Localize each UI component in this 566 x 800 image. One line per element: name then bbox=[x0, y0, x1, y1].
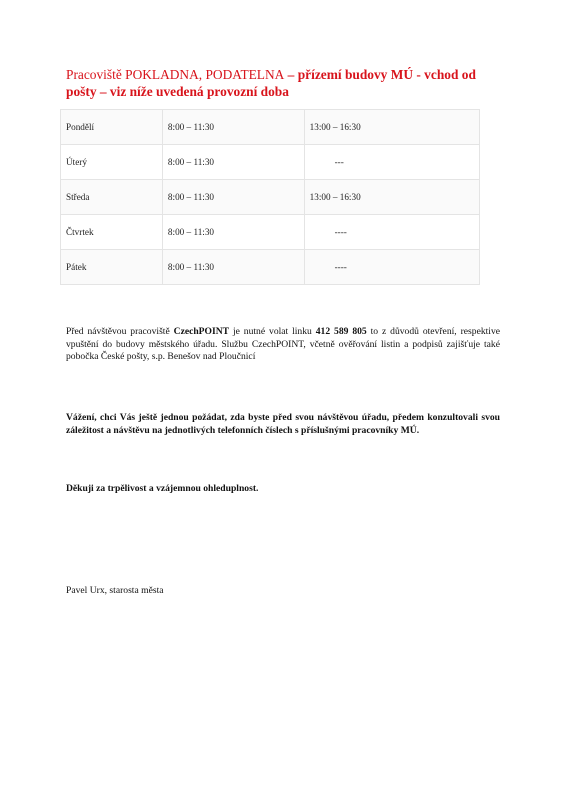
table-row bbox=[61, 110, 480, 145]
morning-hours-cell: 8:00 – 11:30 bbox=[162, 250, 304, 285]
heading-regular-part: Pracoviště POKLADNA, PODATELNA bbox=[66, 67, 285, 82]
request-paragraph: Vážení, chci Vás ještě jednou požádat, zda byste před svou návštěvou úřadu, předem konzultovali svou záležitost a návštěvu na jednotlivých telefonních číslech s příslušnými pracovníky MÚ. bbox=[66, 412, 500, 436]
afternoon-hours-cell: 13:00 – 16:30 bbox=[304, 110, 479, 145]
day-cell: Úterý bbox=[61, 145, 163, 180]
afternoon-hours-cell: ---- bbox=[304, 250, 479, 285]
table-row bbox=[61, 180, 480, 215]
czechpoint-term: CzechPOINT bbox=[173, 326, 230, 337]
czechpoint-paragraph bbox=[66, 326, 500, 364]
afternoon-hours-cell: --- bbox=[304, 145, 479, 180]
day-cell: Čtvrtek bbox=[61, 215, 163, 250]
morning-hours-cell: 8:00 – 11:30 bbox=[162, 145, 304, 180]
afternoon-hours-cell: 13:00 – 16:30 bbox=[304, 180, 479, 215]
table-row bbox=[61, 145, 480, 180]
afternoon-hours-cell: ---- bbox=[304, 215, 479, 250]
day-cell: Středa bbox=[61, 180, 163, 215]
paragraph-text: je nutné volat linku bbox=[229, 326, 316, 337]
day-cell: Pátek bbox=[61, 250, 163, 285]
morning-hours-cell: 8:00 – 11:30 bbox=[162, 215, 304, 250]
paragraph-text: Před návštěvou pracoviště bbox=[66, 326, 174, 337]
day-cell: Pondělí bbox=[61, 110, 163, 145]
table-row bbox=[61, 215, 480, 250]
morning-hours-cell: 8:00 – 11:30 bbox=[162, 180, 304, 215]
thanks-paragraph: Děkuji za trpělivost a vzájemnou ohleduplnost. bbox=[66, 483, 259, 494]
phone-number: 412 589 805 bbox=[315, 326, 367, 337]
opening-hours-table bbox=[60, 109, 480, 285]
signature: Pavel Urx, starosta města bbox=[66, 585, 164, 596]
page-heading bbox=[66, 66, 506, 100]
heading-bold-part: – přízemí budovy MÚ - vchod od pošty – viz níže uvedená provozní doba bbox=[66, 67, 476, 99]
table-row bbox=[61, 250, 480, 285]
morning-hours-cell: 8:00 – 11:30 bbox=[162, 110, 304, 145]
paragraph-text: to z důvodů otevření, respektive vpuštění do budovy městského úřadu. Službu CzechPOINT, včetně ověřování listin a podpisů zajišťuje také pobočka České pošty, s.p. Benešov nad Ploučnicí bbox=[66, 326, 501, 363]
